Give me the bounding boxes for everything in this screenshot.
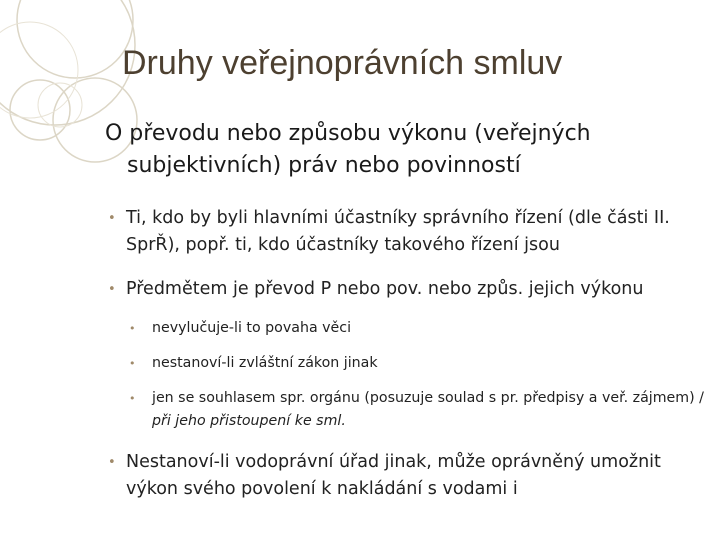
bullet-item: [105, 205, 710, 259]
bullet-icon: •: [129, 392, 136, 405]
bullet-icon: •: [108, 211, 116, 226]
sub-bullet-italic-text: při jeho přistoupení ke sml.: [152, 413, 346, 429]
slide-content: [105, 118, 710, 503]
sub-bullet-text: nevylučuje-li to povaha věci: [152, 320, 352, 336]
sub-bullet-text: nestanoví-li zvláštní zákon jinak: [152, 355, 378, 371]
bullet-item: [105, 276, 710, 303]
bullet-icon: •: [108, 455, 116, 470]
bullet-text: Ti, kdo by byli hlavními účastníky správního řízení (dle části II. SprŘ), popř. ti, kdo účastníky takového řízení jsou: [126, 208, 670, 255]
sub-bullet-item: [105, 317, 710, 340]
bullet-icon: •: [108, 282, 116, 297]
bullet-text: Nestanoví-li vodoprávní úřad jinak, může oprávněný umožnit výkon svého povolení k nakládání s vodami i: [126, 452, 661, 499]
bullet-icon: •: [129, 322, 136, 335]
bullet-icon: •: [129, 357, 136, 370]
slide-title: Druhy veřejnoprávních smluv: [122, 44, 563, 82]
section-heading: O převodu nebo způsobu výkonu (veřejných subjektivních) práv nebo povinností: [105, 121, 591, 178]
sub-bullet-item: [105, 352, 710, 375]
sub-bullet-text: jen se souhlasem spr. orgánu (posuzuje soulad s pr. předpisy a veř. zájmem) /: [152, 390, 704, 406]
sub-bullet-item: [105, 387, 710, 433]
bullet-text: Předmětem je převod P nebo pov. nebo způs. jejich výkonu: [126, 279, 644, 299]
bullet-item: [105, 449, 710, 503]
